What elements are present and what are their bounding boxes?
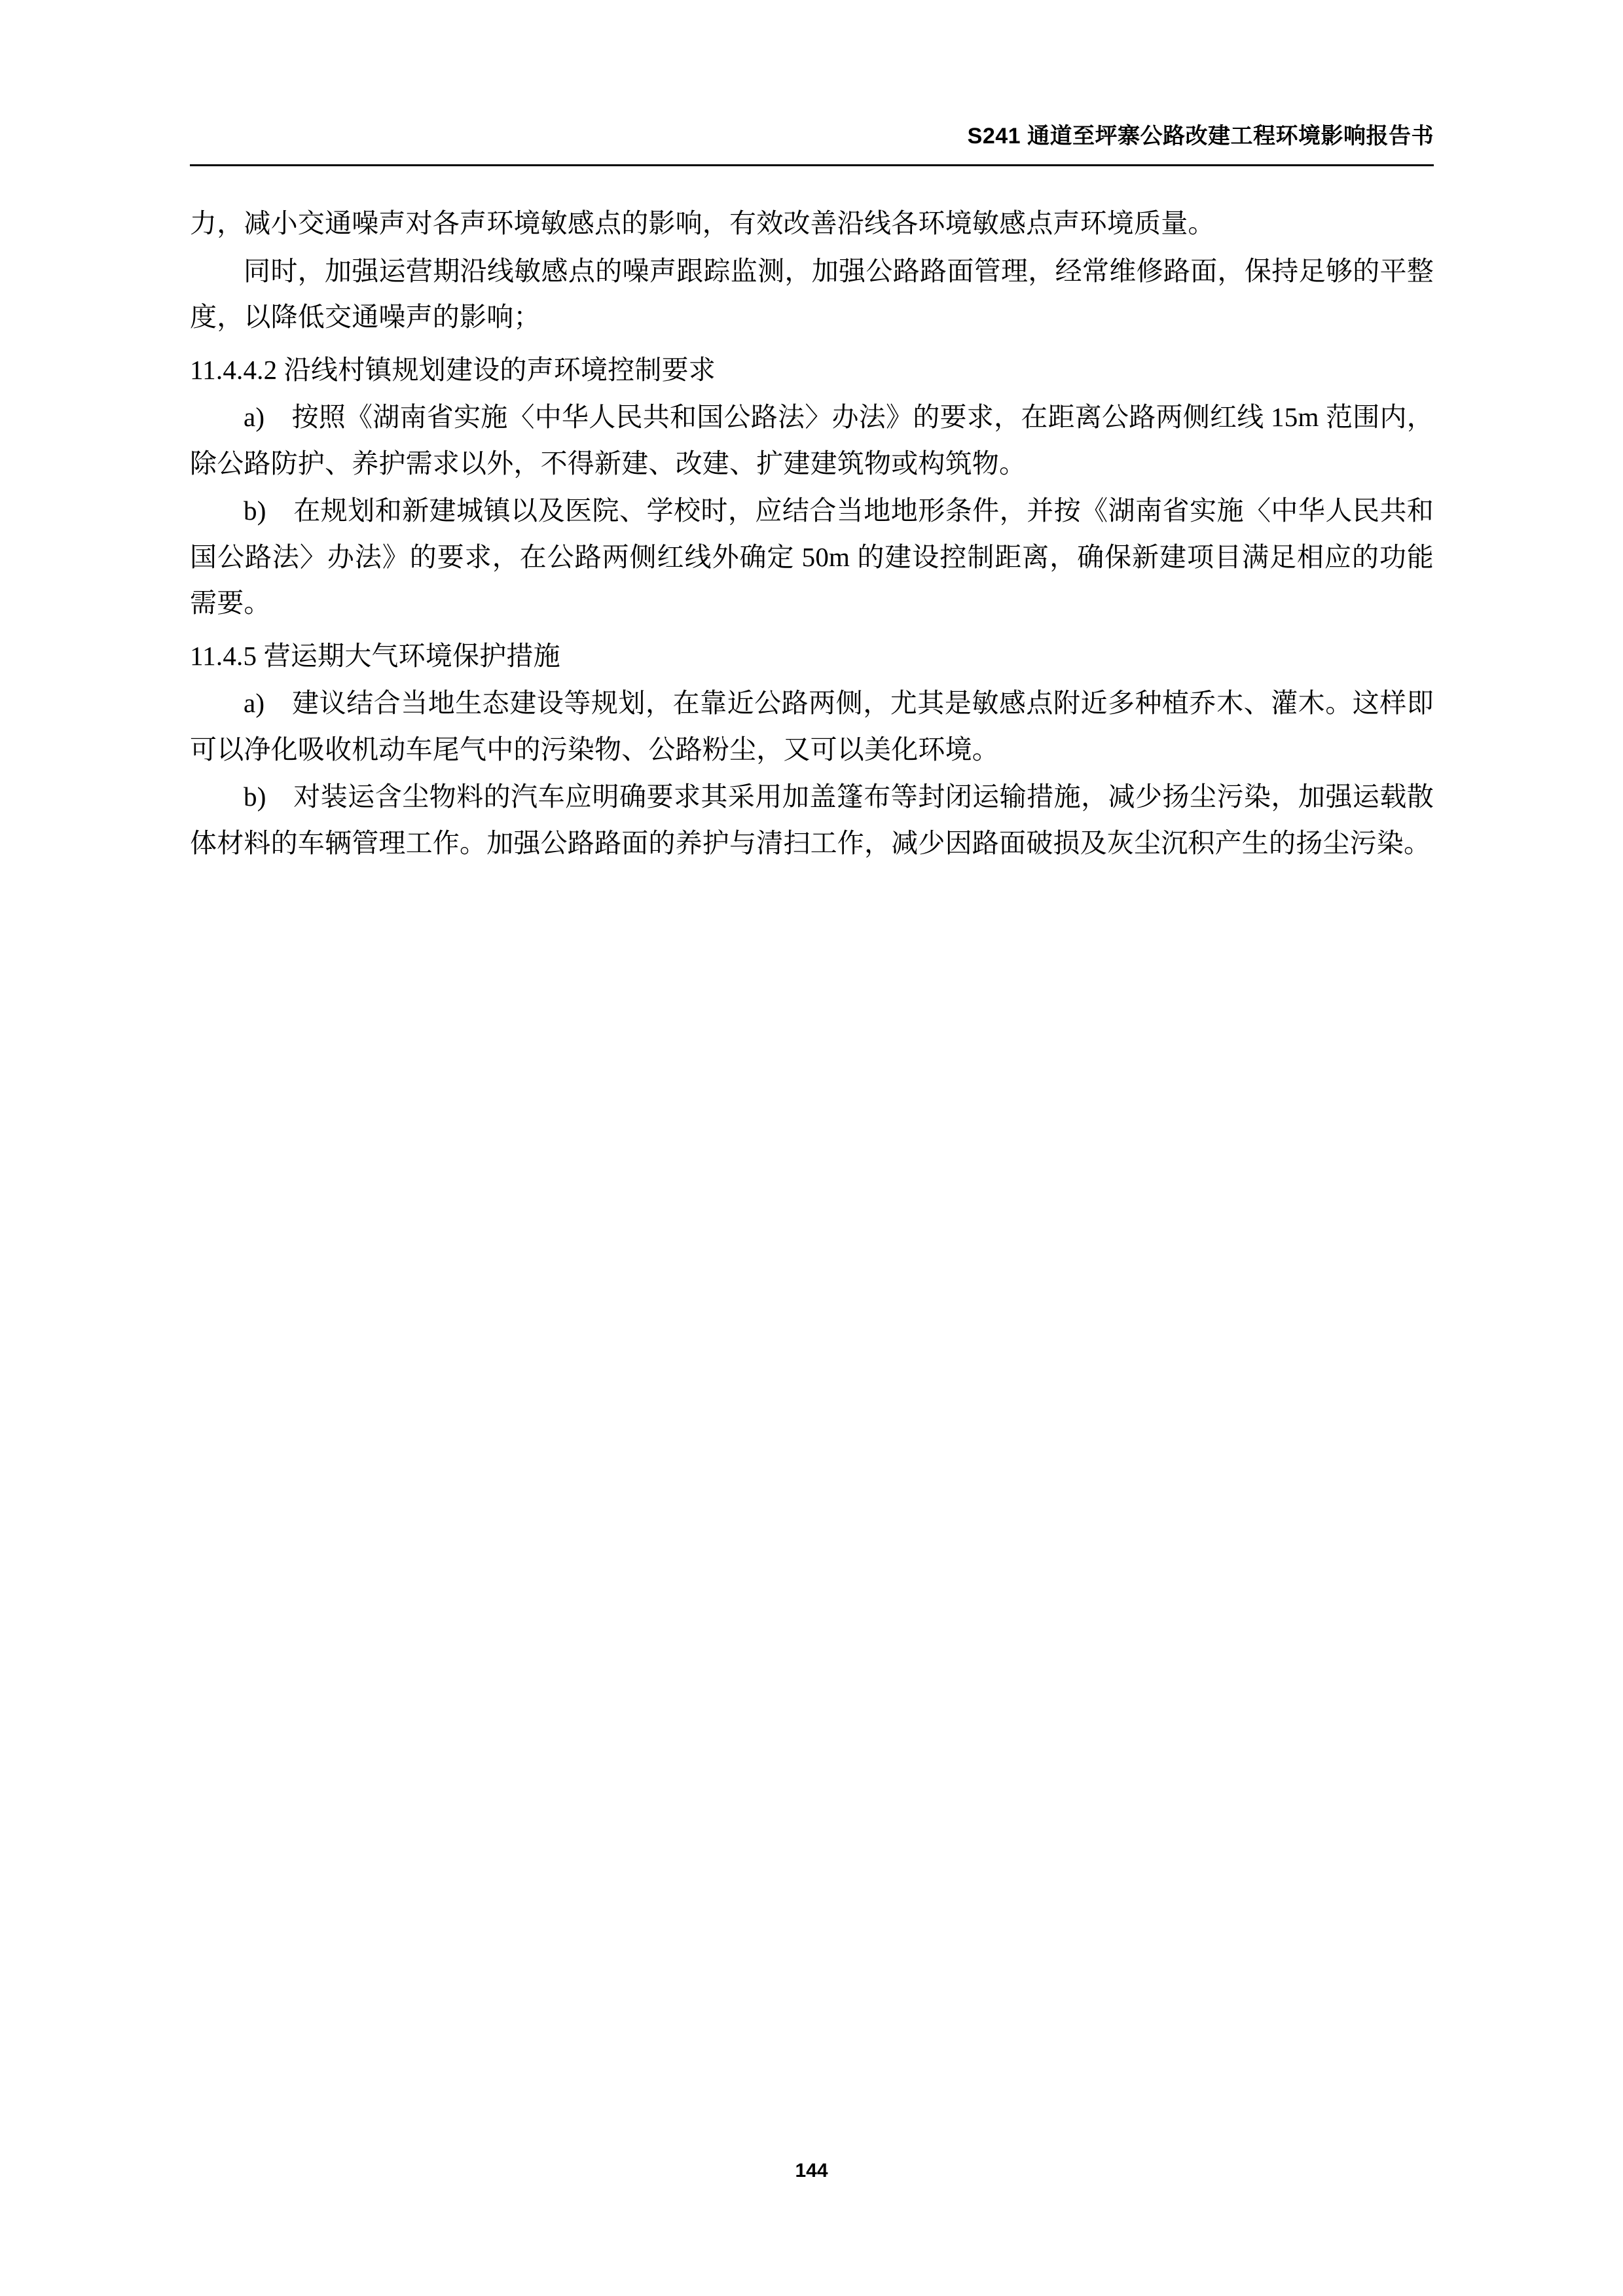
page-number: 144: [795, 2160, 828, 2181]
paragraph-continuation: 力，减小交通噪声对各声环境敏感点的影响，有效改善沿线各环境敏感点声环境质量。: [190, 208, 1215, 238]
list-item-a-noise-control: a) 按照《湖南省实施〈中华人民共和国公路法〉办法》的要求，在距离公路两侧红线 15m 范围内，除公路防护、养护需求以外，不得新建、改建、扩建建筑物或构筑物。: [190, 402, 1434, 478]
header-divider: [190, 164, 1434, 166]
section-heading-11-4-4-2: 11.4.4.2 沿线村镇规划建设的声环境控制要求: [190, 354, 716, 385]
section-heading-11-4-5: 11.4.5 营运期大气环境保护措施: [190, 640, 560, 671]
page-content: [190, 118, 1434, 867]
list-item-a-air-protection: a) 建议结合当地生态建设等规划，在靠近公路两侧，尤其是敏感点附近多种植乔木、灌木。这样即可以净化吸收机动车尾气中的污染物、公路粉尘，又可以美化环境。: [190, 688, 1434, 764]
page-header: S241 通道至坪寨公路改建工程环境影响报告书: [967, 124, 1434, 149]
list-item-b-noise-control: b) 在规划和新建城镇以及医院、学校时，应结合当地地形条件，并按《湖南省实施〈中华人民共和国公路法〉办法》的要求，在公路两侧红线外确定 50m 的建设控制距离，确保新建项目满足相应的功能需要。: [190, 495, 1434, 619]
paragraph-monitoring: 同时，加强运营期沿线敏感点的噪声跟踪监测，加强公路路面管理，经常维修路面，保持足够的平整度，以降低交通噪声的影响；: [190, 255, 1434, 332]
list-item-b-air-protection: b) 对装运含尘物料的汽车应明确要求其采用加盖篷布等封闭运输措施，减少扬尘污染，加强运载散体材料的车辆管理工作。加强公路路面的养护与清扫工作，减少因路面破损及灰尘沉积产生的扬尘污染。: [190, 781, 1434, 858]
body-text: [190, 200, 1434, 866]
